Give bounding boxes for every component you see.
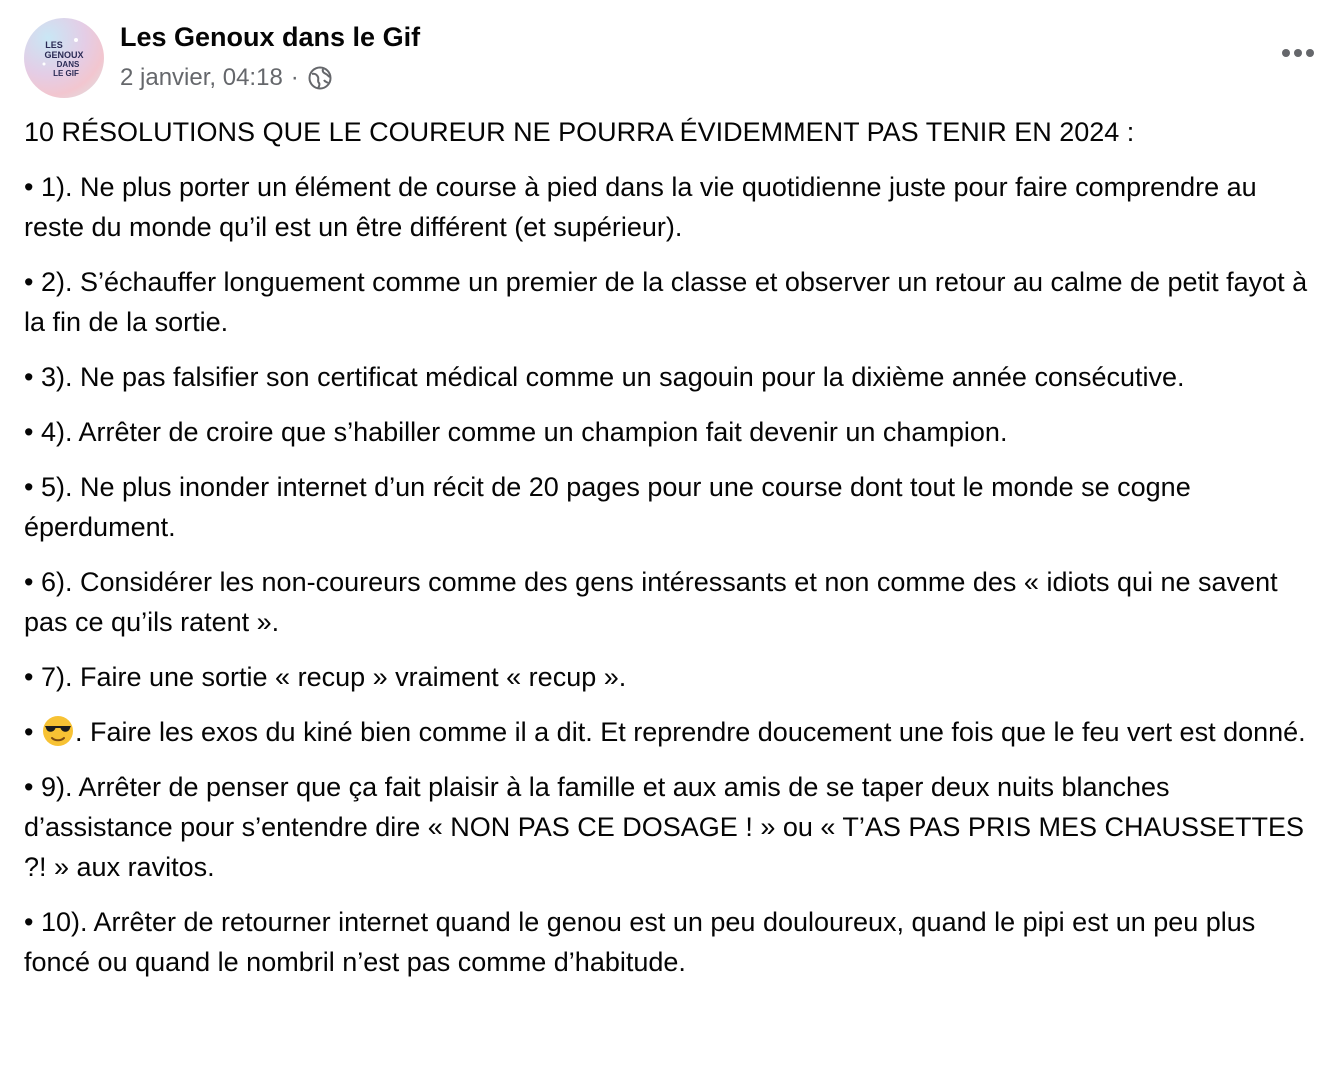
meta-separator: · [290,64,299,91]
item8-prefix: • [24,717,41,747]
post-timestamp[interactable]: 2 janvier, 04:18 [120,64,283,91]
list-item: • 1). Ne plus porter un élément de course à pied dans la vie quotidienne juste pour faire comprendre au reste du monde qu’il est un être différent (et supérieur). [24,172,1257,242]
logo-line-2: GENOUX [44,50,84,60]
globe-icon[interactable] [307,65,333,91]
post-body [24,112,1324,997]
list-item: • 7). Faire une sortie « recup » vraiment « recup ». [24,662,627,692]
logo-line-4: LE GIF [53,69,79,78]
list-item: • 5). Ne plus inonder internet d’un récit de 20 pages pour une course dont tout le monde se cogne éperdument. [24,472,1191,542]
avatar[interactable] [24,18,104,98]
post-title: 10 RÉSOLUTIONS QUE LE COUREUR NE POURRA ÉVIDEMMENT PAS TENIR EN 2024 : [24,117,1135,147]
list-item: • 4). Arrêter de croire que s’habiller comme un champion fait devenir un champion. [24,417,1008,447]
logo-line-3: DANS [56,60,80,69]
list-item: • 3). Ne pas falsifier son certificat médical comme un sagouin pour la dixième année consécutive. [24,362,1185,392]
logo-line-1: LES [45,40,63,50]
logo-sparkle [74,38,78,42]
list-item: • 9). Arrêter de penser que ça fait plaisir à la famille et aux amis de se taper deux nuits blanches d’assistance pour s’entendre dire « NON PAS CE DOSAGE ! » ou « T’AS PAS PRIS MES CHAUSSETTES ?! » aux ravitos. [24,772,1304,882]
logo-sparkle [43,63,46,66]
post-header [24,18,1324,100]
list-item: • 6). Considérer les non-coureurs comme des gens intéressants et non comme des « idiots qui ne savent pas ce qu’ils ratent ». [24,567,1278,637]
post-meta [120,64,333,92]
item8-text: . Faire les exos du kiné bien comme il a dit. Et reprendre doucement une fois que le feu vert est donné. [74,717,1306,747]
avatar-logo [24,18,104,98]
list-item: • 2). S’échauffer longuement comme un premier de la classe et observer un retour au calme de petit fayot à la fin de la sortie. [24,267,1308,337]
author-name[interactable]: Les Genoux dans le Gif [120,22,421,52]
list-item-8 [24,712,1324,752]
more-options-button[interactable] [1278,38,1318,68]
more-options-icon [1281,48,1315,58]
list-item: • 10). Arrêter de retourner internet quand le genou est un peu douloureux, quand le pipi est un peu plus foncé ou quand le nombril n’est pas comme d’habitude. [24,907,1256,977]
sunglasses-emoji-icon [42,715,74,747]
